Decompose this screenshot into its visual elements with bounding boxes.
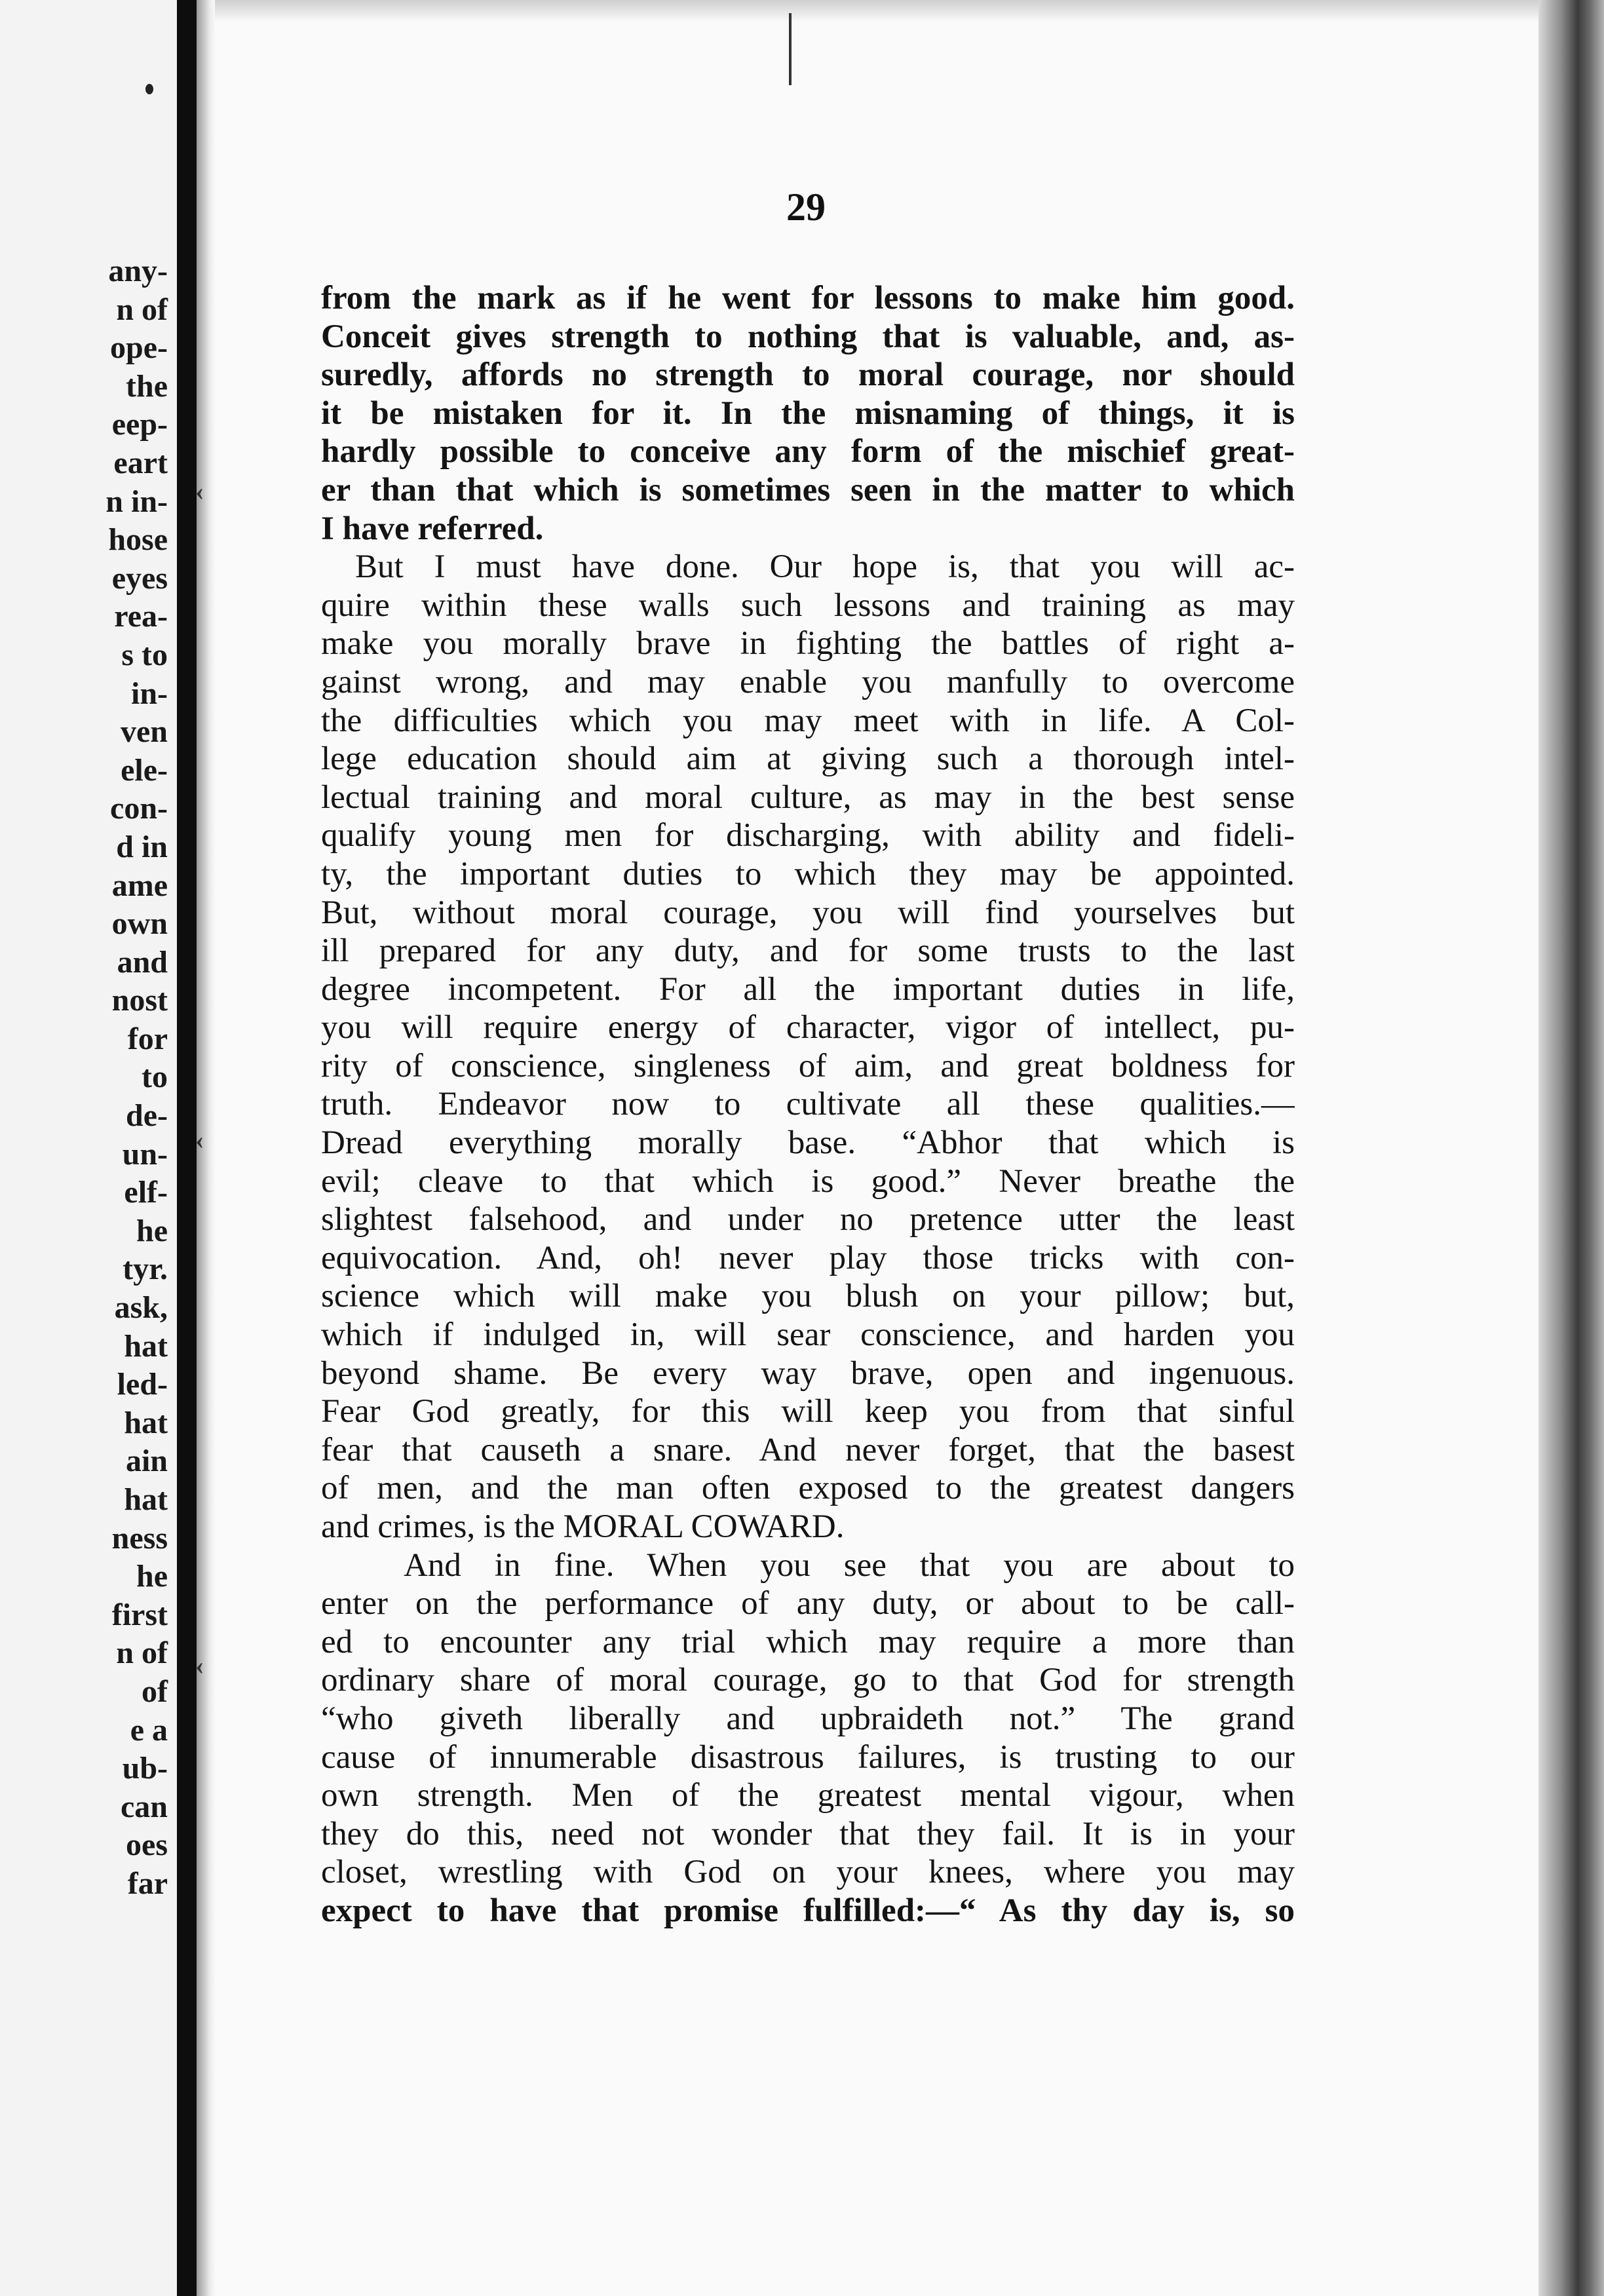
text-line: rity of conscience, singleness of aim, and great boldness for xyxy=(321,1047,1295,1084)
text-line: closet, wrestling with God on your knees, where you may xyxy=(321,1854,1295,1891)
page-number: 29 xyxy=(786,185,826,229)
text-line: make you morally brave in fighting the battles of right a- xyxy=(321,625,1295,662)
facing-line: ain xyxy=(125,1444,168,1479)
text-line: truth. Endeavor now to cultivate all these qualities.— xyxy=(321,1086,1295,1123)
facing-line: con- xyxy=(110,791,168,826)
facing-line: d in xyxy=(116,829,168,864)
facing-page-text xyxy=(0,252,168,1904)
text-line: equivocation. And, oh! never play those tricks with con- xyxy=(321,1239,1295,1276)
text-line: enter on the performance of any duty, or about to be call- xyxy=(321,1585,1295,1622)
facing-line: far xyxy=(127,1866,168,1901)
margin-tick: ‹ xyxy=(195,476,204,506)
text-line: the difficulties which you may meet with in life. A Col- xyxy=(321,702,1295,739)
text-line: hardly possible to conceive any form of the mischief great- xyxy=(321,433,1295,470)
facing-line: first xyxy=(111,1597,168,1632)
text-line: er than that which is sometimes seen in the matter to which xyxy=(321,471,1295,508)
text-line: fear that causeth a snare. And never forget, that the basest xyxy=(321,1431,1295,1468)
facing-line: in- xyxy=(130,676,168,711)
body-text xyxy=(321,279,1295,1930)
text-line: But I must have done. Our hope is, that you will ac- xyxy=(355,548,1295,586)
facing-line: of xyxy=(142,1674,168,1709)
text-line: “who giveth liberally and upbraideth not.” The grand xyxy=(321,1700,1295,1737)
facing-line: eep- xyxy=(111,407,168,442)
facing-line: hat xyxy=(124,1405,168,1440)
text-line: cause of innumerable disastrous failures, is trusting to our xyxy=(321,1738,1295,1776)
text-line: from the mark as if he went for lessons to make him good. xyxy=(321,280,1295,316)
facing-page-edge xyxy=(0,0,177,2296)
text-line: gainst wrong, and may enable you manfully to overcome xyxy=(321,663,1295,700)
text-line: science which will make you blush on your pillow; but, xyxy=(321,1278,1295,1315)
facing-line: tyr. xyxy=(123,1252,168,1287)
text-line: ordinary share of moral courage, go to that God for strength xyxy=(321,1662,1295,1699)
facing-line: any- xyxy=(108,254,168,288)
facing-line: ele- xyxy=(121,752,168,788)
text-line: Conceit gives strength to nothing that is valuable, and, as- xyxy=(321,318,1295,355)
facing-line: eart xyxy=(113,445,168,480)
text-line: But, without moral courage, you will find yourselves but xyxy=(321,894,1295,931)
facing-line: own xyxy=(111,906,168,942)
facing-line: rea- xyxy=(114,599,168,634)
text-line: And in fine. When you see that you are about to xyxy=(404,1546,1295,1584)
facing-line: de- xyxy=(126,1098,168,1134)
facing-line: and xyxy=(117,944,168,980)
facing-line: ven xyxy=(121,714,168,750)
text-line: lectual training and moral culture, as may in the best sense xyxy=(321,778,1295,816)
facing-line: e a xyxy=(130,1712,168,1748)
text-line: lege education should aim at giving such a thorough intel- xyxy=(321,740,1295,778)
text-line: it be mistaken for it. In the misnaming of things, it is xyxy=(321,394,1295,432)
facing-line: led- xyxy=(117,1367,168,1402)
facing-line: for xyxy=(127,1021,168,1056)
facing-line: he xyxy=(136,1559,168,1594)
facing-line: ub- xyxy=(122,1751,168,1786)
text-line: suredly, affords no strength to moral courage, nor should xyxy=(321,356,1295,394)
facing-line: he xyxy=(136,1213,168,1248)
text-line: slightest falsehood, and under no pretence utter the least xyxy=(321,1201,1295,1238)
facing-line: eyes xyxy=(111,560,168,596)
facing-line: n of xyxy=(116,292,168,327)
facing-line: s to xyxy=(121,637,168,672)
facing-line: ope- xyxy=(110,330,168,366)
facing-line: ness xyxy=(111,1520,168,1556)
text-line: I have referred. xyxy=(321,510,544,547)
text-line: which if indulged in, will sear conscience, and harden you xyxy=(321,1316,1295,1354)
text-line: own strength. Men of the greatest mental vigour, when xyxy=(321,1777,1295,1814)
facing-line: n in- xyxy=(105,484,168,519)
text-line: ill prepared for any duty, and for some trusts to the last xyxy=(321,932,1295,970)
text-line: ty, the important duties to which they may be appointed. xyxy=(321,855,1295,892)
top-tick-mark xyxy=(789,13,792,85)
facing-line: un- xyxy=(122,1136,168,1172)
facing-line: oes xyxy=(126,1827,168,1863)
text-line: you will require energy of character, vigor of intellect, pu- xyxy=(321,1009,1295,1046)
text-line: evil; cleave to that which is good.” Never breathe the xyxy=(321,1162,1295,1200)
facing-line: elf- xyxy=(124,1175,168,1210)
ink-blot xyxy=(145,84,153,94)
text-line: Dread everything morally base. “Abhor that which is xyxy=(321,1124,1295,1162)
facing-line: ame xyxy=(111,868,168,903)
text-line: expect to have that promise fulfilled:—“ As thy day is, so xyxy=(321,1892,1295,1929)
text-line: degree incompetent. For all the important duties in life, xyxy=(321,970,1295,1008)
facing-line: n of xyxy=(116,1636,168,1671)
margin-tick: ‹ xyxy=(195,1125,204,1155)
facing-line: can xyxy=(121,1789,168,1824)
text-line: and crimes, is the MORAL COWARD. xyxy=(321,1508,845,1545)
text-line: quire within these walls such lessons and training as may xyxy=(321,586,1295,624)
facing-line: hat xyxy=(124,1328,168,1364)
text-line: they do this, need not wonder that they fail. It is in your xyxy=(321,1815,1295,1852)
top-shadow xyxy=(215,0,1538,22)
margin-tick: ‹ xyxy=(195,1651,204,1680)
facing-line: hat xyxy=(124,1482,168,1517)
facing-line: ask, xyxy=(114,1290,168,1326)
facing-line: to xyxy=(142,1060,168,1095)
text-line: beyond shame. Be every way brave, open and ingenuous. xyxy=(321,1354,1295,1392)
facing-line: nost xyxy=(111,983,168,1018)
text-line: ed to encounter any trial which may require a more than xyxy=(321,1623,1295,1660)
text-line: qualify young men for discharging, with ability and fideli- xyxy=(321,817,1295,854)
page-right-edge xyxy=(1538,0,1604,2296)
facing-line: the xyxy=(126,368,168,404)
binding-gutter xyxy=(177,0,197,2296)
text-line: Fear God greatly, for this will keep you from that sinful xyxy=(321,1393,1295,1430)
facing-line: hose xyxy=(108,522,168,558)
text-line: of men, and the man often exposed to the greatest dangers xyxy=(321,1470,1295,1507)
